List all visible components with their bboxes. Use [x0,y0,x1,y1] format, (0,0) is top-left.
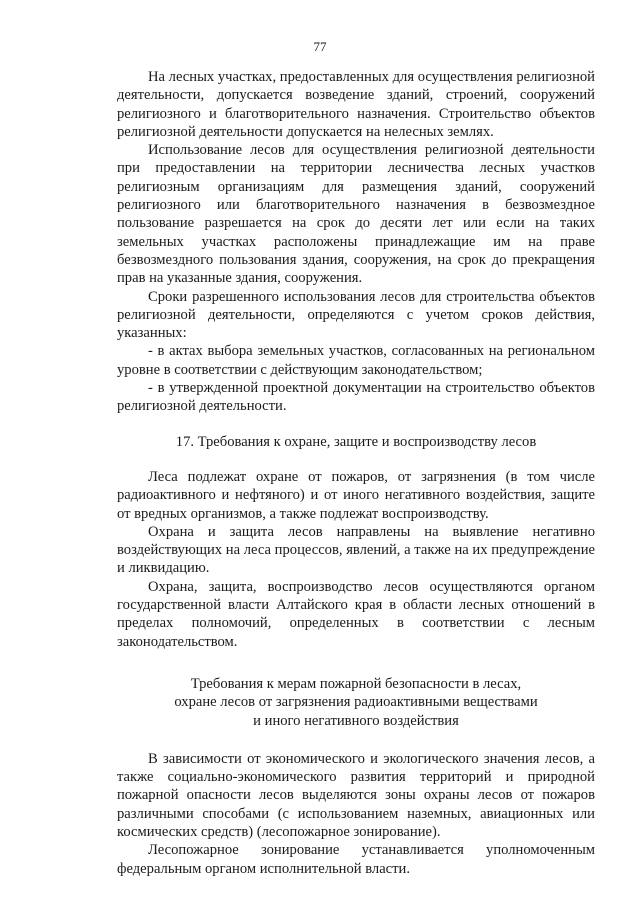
paragraph-forest-protection: Леса подлежат охране от пожаров, от загрязнения (в том числе радиоактивного и нефтяного) и от иного негативного воздействия, защите от вредных организмов, а также подлежат воспроизводству. [117,468,595,522]
section-17-heading: 17. Требования к охране, защите и воспроизводству лесов [175,433,537,450]
subheading-line-2: охране лесов от загрязнения радиоактивными веществами [174,694,538,711]
subheading-line-1: Требования к мерам пожарной безопасности в лесах, [190,675,522,692]
paragraph-protection-aims: Охрана и защита лесов направлены на выявление негативно воздействующих на леса процессов, явлений, а также на их предупреждение и ликвидацию. [117,523,595,577]
fire-safety-subheading [117,675,595,730]
subheading-line-3: и иного негативного воздействия [253,712,459,729]
list-item-project-documentation: - в утвержденной проектной документации на строительство объектов религиозной деятельности. [117,380,595,415]
paragraph-religious-use-terms: Использование лесов для осуществления религиозной деятельности при предоставлении на территории лесничества лесных участков религиозным организациям для размещения зданий, сооружений религиозного или благотворительного назначения в безвозмездное пользование разрешается на срок до десяти лет или если на таких земельных участках расположены принадлежащие им на праве безвозмездного пользования здания, сооружения, на срок до прекращения прав на указанные здания, сооружения. [117,142,595,287]
paragraph-religious-construction: На лесных участках, предоставленных для осуществления религиозной деятельности, допускается возведение зданий, строений, сооружений религиозного и благотворительного назначения. Строительство объектов религиозной деятельности допускается на нелесных землях. [117,69,595,140]
paragraph-permitted-use-periods: Сроки разрешенного использования лесов для строительства объектов религиозной деятельности, определяются с учетом сроков действия, указанных: [117,288,595,342]
paragraph-fire-zoning-authority: Лесопожарное зонирование устанавливается уполномоченным федеральным органом исполнительной власти. [117,842,595,877]
page-number: 77 [313,39,327,54]
paragraph-protection-authority: Охрана, защита, воспроизводство лесов осуществляются органом государственной власти Алтайского края в области лесных отношений в пределах полномочий, определенных в соответствии с лесным законодательством. [117,578,595,650]
list-item-land-selection-acts: - в актах выбора земельных участков, согласованных на региональном уровне в соответствии с действующим законодательством; [117,343,595,378]
document-body [117,68,595,878]
paragraph-fire-zones: В зависимости от экономического и экологического значения лесов, а также социально-экономического развития территорий и природной пожарной опасности лесов выделяются зоны охраны лесов от пожаров различными способами (с использованием наземных, авиационных или космических средств) (лесопожарное зонирование). [117,750,595,840]
